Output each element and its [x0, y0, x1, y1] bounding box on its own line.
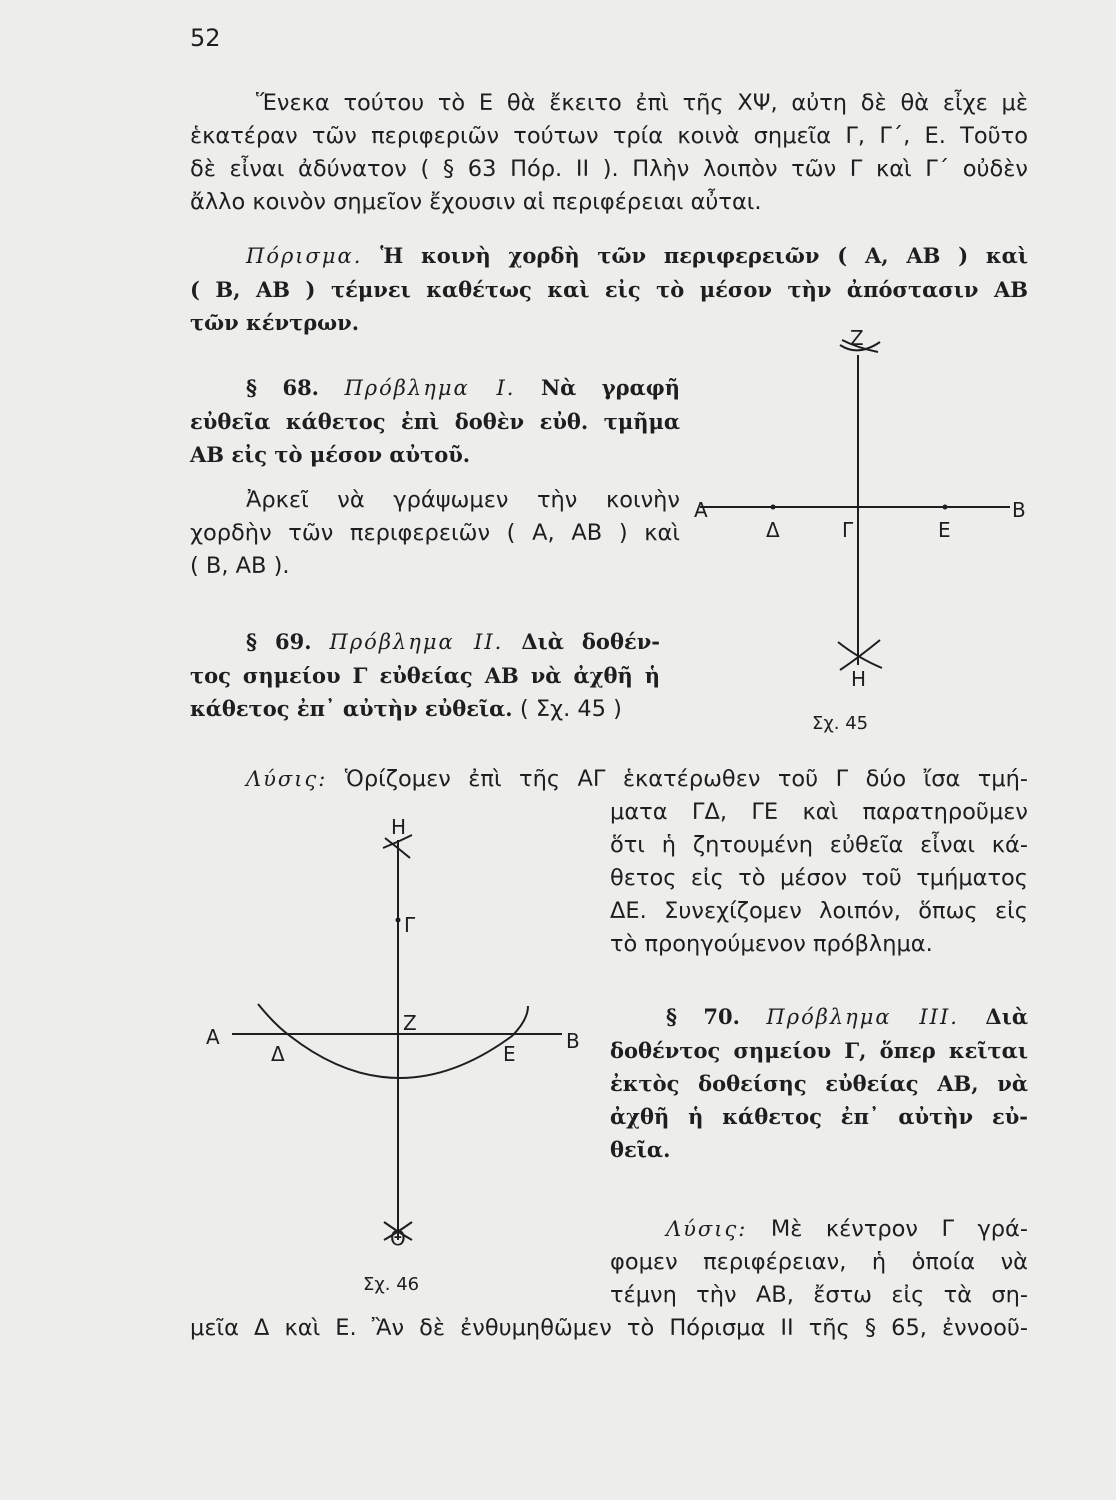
porisma-label: Πόρισμα. [246, 244, 363, 268]
fig45-arc-top [840, 342, 880, 350]
sec68-line-1-tail: Νὰ γραφῆ [540, 375, 681, 400]
fig45-label-E: Ε [938, 518, 951, 542]
fig45-label-H: Η [851, 667, 867, 691]
lysis70-line-3: τέμνη τὴν ΑΒ, ἔστω εἰς τὰ ση- [610, 1282, 1028, 1308]
fig45-arc-top-2 [842, 340, 878, 352]
sec70-line-3: ἐκτὸς δοθείσης εὐθείας ΑΒ, νὰ [610, 1071, 1028, 1096]
fig46-label-A: Α [206, 1025, 220, 1049]
sec69-line-1-tail: Διὰ δοθέν- [521, 629, 660, 654]
lysis69-line-1-text: Ὁρίζομεν ἐπὶ τῆς ΑΓ ἑκατέρωθεν τοῦ Γ δύο ἴσα τμή- [344, 766, 1029, 792]
lysis70-line-1-tail: Μὲ κέντρον Γ γρά- [770, 1216, 1028, 1242]
sec70-label: Πρόβλημα ΙΙΙ. [766, 1005, 959, 1029]
sec69-line-1 [190, 625, 660, 659]
sec68-sol-3: ( Β, ΑΒ ). [190, 553, 290, 579]
fig46-label-Z: Ζ [403, 1011, 417, 1035]
intro-line-2: ἑκατέραν τῶν περιφεριῶν τούτων τρία κοινὰ σημεῖα Γ, Γ΄, Ε. Τοῦτο [190, 123, 1028, 149]
sec69-line-2: τος σημείου Γ εὐθείας ΑΒ νὰ ἀχθῆ ἡ [190, 663, 660, 688]
lysis-69-first-line [190, 763, 1028, 796]
fig45-label-D: Δ [766, 518, 780, 542]
porisma-line-1 [190, 239, 1028, 273]
sec68-number: § 68. [246, 375, 319, 400]
section-68-solution [190, 484, 680, 583]
fig46-arc-top-2 [385, 838, 410, 858]
fig45-arc-bottom-2 [840, 640, 880, 670]
lysis69-line-3: ὅτι ἡ ζητουμένη εὐθεῖα εἶναι κά- [610, 832, 1028, 858]
lysis69-line-4: θετος εἰς τὸ μέσον τοῦ τμήματος [610, 865, 1028, 891]
lysis69-line-6: τὸ προηγούμενον πρόβλημα. [610, 931, 933, 957]
section-69-heading [190, 625, 660, 726]
lysis69-line-2: ματα ΓΔ, ΓΕ καὶ παρατηροῦμεν [610, 799, 1028, 825]
lysis-69-column [610, 796, 1028, 961]
sec69-line-3 [190, 692, 660, 726]
lysis70-line-1 [610, 1213, 1028, 1246]
sec68-sol-2: χορδὴν τῶν περιφερειῶν ( Α, ΑΒ ) καὶ [190, 520, 680, 546]
lysis69-line-5: ΔΕ. Συνεχίζομεν λοιπόν, ὅπως εἰς [610, 898, 1028, 924]
sec68-sol-1: Ἀρκεῖ νὰ γράψωμεν τὴν κοινὴν [246, 487, 680, 513]
section-70-heading [610, 1000, 1028, 1166]
lysis-70-column [610, 1213, 1028, 1312]
section-68-heading [190, 371, 680, 471]
sec68-line-2: εὐθεῖα κάθετος ἐπὶ δοθὲν εὐθ. τμῆμα [190, 409, 680, 434]
intro-line-1: Ἕνεκα τούτου τὸ Ε θὰ ἔκειτο ἐπὶ τῆς ΧΨ, αὐτη δὲ θὰ εἶχε μὲ [256, 90, 1028, 116]
fig46-label-D: Δ [271, 1042, 285, 1066]
fig46-label-G: Γ [404, 913, 416, 937]
sec69-line-3-bold: κάθετος ἐπ᾽ αὐτὴν εὐθεῖα. [190, 696, 513, 721]
page-number: 52 [190, 24, 221, 52]
porisma-line-1-text: Ἡ κοινὴ χορδὴ τῶν περιφερειῶν ( Α, ΑΒ ) καὶ [380, 243, 1028, 268]
fig45-caption: Σχ. 45 [812, 713, 869, 734]
sec70-line-5: θεῖα. [610, 1137, 671, 1162]
fig46-arc [258, 1004, 528, 1078]
sec70-line-4: ἀχθῆ ἡ κάθετος ἐπ᾽ αὐτὴν εὐ- [610, 1104, 1028, 1129]
fig46-arc-bottom [384, 1222, 412, 1240]
fig46-point-G [396, 918, 401, 923]
sec69-label: Πρόβλημα ΙΙ. [329, 630, 504, 654]
sec68-label: Πρόβλημα Ι. [344, 376, 516, 400]
intro-paragraph [190, 87, 1028, 219]
sec69-number: § 69. [246, 629, 312, 654]
fig46-label-H: Η [391, 815, 407, 839]
lysis70-line-2: φομεν περιφέρειαν, ἡ ὁποία νὰ [610, 1249, 1028, 1275]
sec70-line-1 [610, 1000, 1028, 1034]
fig45-point-D [771, 505, 776, 510]
lysis70-label: Λύσις: [666, 1217, 748, 1241]
fig45-arc-bottom [838, 642, 882, 668]
fig46-label-B: Β [566, 1029, 580, 1053]
fig45-label-G: Γ [842, 518, 854, 542]
fig45-label-Z: Ζ [850, 326, 864, 350]
fig46-caption: Σχ. 46 [363, 1274, 420, 1295]
sec68-line-3: ΑΒ εἰς τὸ μέσον αὐτοῦ. [190, 442, 471, 467]
lysis-70-last-line [190, 1312, 1028, 1345]
fig46-arc-bottom-2 [384, 1222, 412, 1240]
sec70-line-1-tail: Διὰ [985, 1004, 1029, 1029]
intro-line-4: ἄλλο κοινὸν σημεῖον ἔχουσιν αἱ περιφέρειαι αὖται. [190, 189, 762, 215]
fig46-label-TH: Θ [390, 1226, 406, 1250]
sec70-line-2: δοθέντος σημείου Γ, ὅπερ κεῖται [610, 1038, 1028, 1063]
porisma [190, 239, 1028, 339]
sec68-line-1 [190, 371, 680, 405]
fig46-arc-top [383, 835, 412, 848]
sec70-number: § 70. [666, 1004, 740, 1029]
porisma-line-2: ( Β, ΑΒ ) τέμνει καθέτως καὶ εἰς τὸ μέσον τὴν ἀπόστασιν ΑΒ [190, 277, 1028, 302]
lysis70-line-4: μεῖα Δ καὶ Ε. Ἂν δὲ ἐνθυμηθῶμεν τὸ Πόρισμα ΙΙ τῆς § 65, ἐννοοῦ- [190, 1315, 1028, 1341]
intro-line-3: δὲ εἶναι ἀδύνατον ( § 63 Πόρ. ΙΙ ). Πλὴν λοιπὸν τῶν Γ καὶ Γ΄ οὐδὲν [190, 156, 1028, 182]
fig46-label-E: Ε [503, 1042, 516, 1066]
porisma-line-3: τῶν κέντρων. [190, 310, 360, 335]
sec69-figure-ref: ( Σχ. 45 ) [519, 696, 622, 722]
lysis69-line-1 [190, 763, 1028, 796]
fig45-label-A: Α [694, 498, 708, 522]
lysis69-label: Λύσις: [246, 767, 328, 791]
fig45-point-E [943, 505, 948, 510]
fig45-label-B: Β [1012, 498, 1026, 522]
